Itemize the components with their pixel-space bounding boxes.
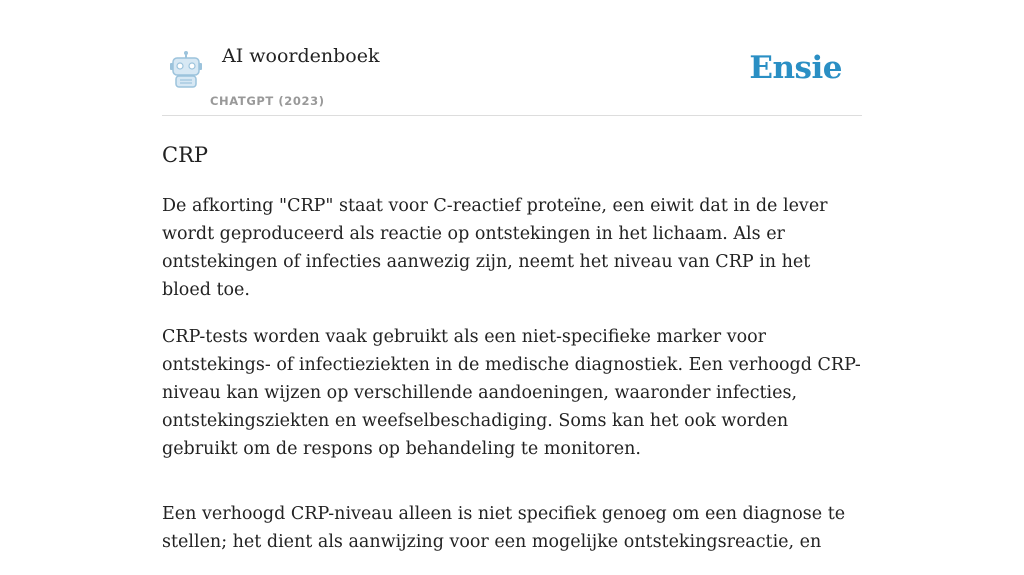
entry-content bbox=[162, 140, 862, 575]
robot-icon bbox=[166, 50, 206, 90]
dictionary-source: CHATGPT (2023) bbox=[210, 94, 325, 108]
dictionary-header bbox=[162, 0, 862, 116]
dictionary-title[interactable]: AI woordenboek bbox=[222, 45, 380, 67]
entry-term: CRP bbox=[162, 143, 209, 167]
ensie-logo[interactable]: Ensie bbox=[749, 50, 842, 86]
definition-paragraph-2: CRP-tests worden vaak gebruikt als een niet-specifieke marker voor ontstekings- of infectieziekten in de medische diagnostiek. Een verhoogd CRP-niveau kan wijzen op verschillende aandoeningen, waaronder infecties, ontstekingsziekten en weefselbeschadiging. Soms kan het ook worden gebruikt om de respons op behandeling te monitoren. bbox=[162, 327, 861, 459]
definition-paragraph-3: Een verhoogd CRP-niveau alleen is niet specifiek genoeg om een diagnose te stellen; het dient als aanwijzing voor een mogelijke ontstekingsreactie, en bbox=[162, 504, 846, 552]
definition-paragraph-1: De afkorting "CRP" staat voor C-reactief proteïne, een eiwit dat in de lever wordt geproduceerd als reactie op ontstekingen in het lichaam. Als er ontstekingen of infecties aanwezig zijn, neemt het niveau van CRP in het bloed toe. bbox=[162, 196, 828, 300]
